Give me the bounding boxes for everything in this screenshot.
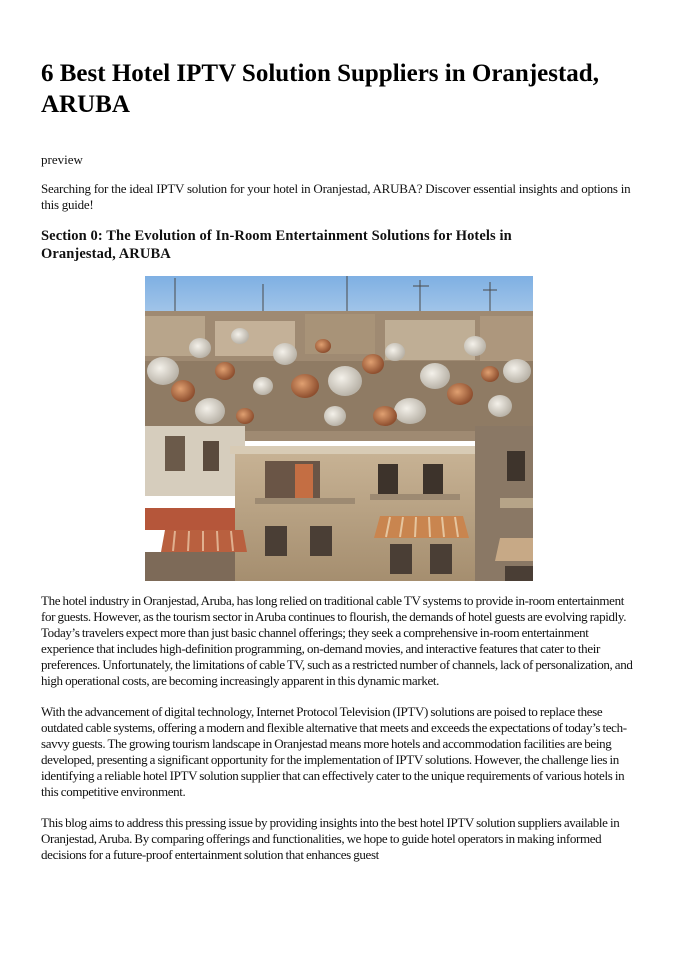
rooftop-satellite-dishes-photo [145, 276, 533, 581]
page-title: 6 Best Hotel IPTV Solution Suppliers in Oranjestad, ARUBA [41, 60, 599, 118]
section-heading: Section 0: The Evolution of In-Room Entertainment Solutions for Hotels in Oranjestad, ARUBA [41, 228, 512, 262]
body-paragraph-1: The hotel industry in Oranjestad, Aruba, has long relied on traditional cable TV systems to provide in-room entertainment for guests. However, as the tourism sector in Aruba continues to flourish, the demands of hotel guests are evolving rapidly. Today’s travelers expect more than just basic channel offerings; they seek a comprehensive in-room entertainment experience that includes high-definition programming, on-demand movies, and interactive features that cater to their preferences. Unfortunately, the limitations of cable TV, such as a restricted number of channels, lack of personalization, and high operational costs, are becoming increasingly apparent in this dynamic market. [41, 593, 633, 688]
body-paragraph-3: This blog aims to address this pressing issue by providing insights into the best hotel IPTV solution suppliers available in Oranjestad, Aruba. By comparing offerings and functionalities, we hope to guide hotel operators in making informed decisions for a future-proof entertainment solution that enhances guest [41, 815, 620, 862]
intro-paragraph: Searching for the ideal IPTV solution for your hotel in Oranjestad, ARUBA? Discover essential insights and options in this guide! [41, 181, 631, 212]
body-paragraph-2: With the advancement of digital technology, Internet Protocol Television (IPTV) solutions are poised to replace these outdated cable systems, offering a modern and flexible alternative that meets and exceeds the expectations of today’s tech-savvy guests. The growing tourism landscape in Oranjestad means more hotels and accommodation facilities are being developed, presenting a significant opportunity for the implementation of IPTV solutions. However, the challenge lies in identifying a reliable hotel IPTV solution supplier that can effectively cater to the unique requirements of various hotels in this competitive environment. [41, 704, 627, 799]
document-page [41, 58, 637, 863]
preview-label: preview [41, 152, 83, 167]
